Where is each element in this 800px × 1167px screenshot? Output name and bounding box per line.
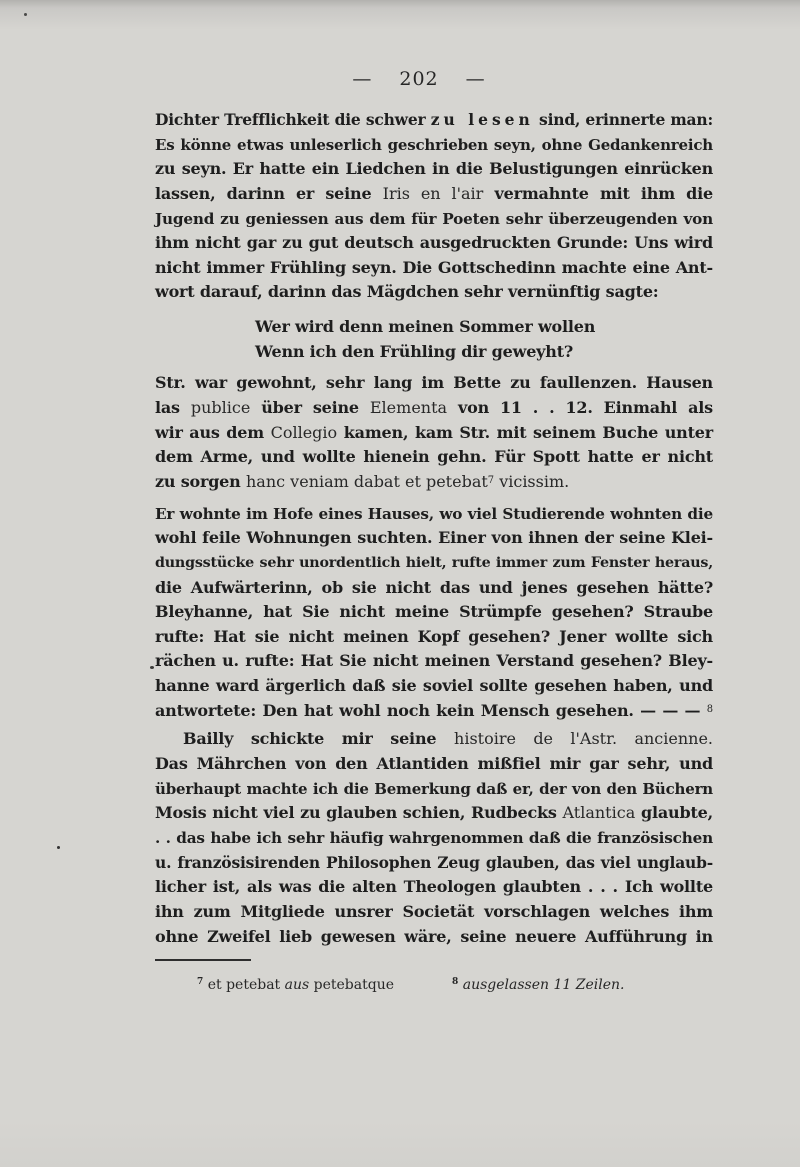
text-segment: histoire de l'Astr. ancienne. <box>454 729 713 749</box>
header-dash-right: — <box>465 68 486 90</box>
text-segment: nicht immer Frühling seyn. Die Gottschedinn machte eine Ant- <box>155 257 713 277</box>
scan-speck <box>57 846 60 849</box>
text-segment: die Aufwärterinn, ob sie nicht das und jenes gesehen hätte? <box>155 577 713 597</box>
text-segment: sind, erinnerte man: <box>533 110 713 129</box>
text-line <box>155 900 713 925</box>
text-line <box>155 207 713 232</box>
paragraph-4 <box>155 727 713 949</box>
text-line <box>155 526 713 551</box>
page-header <box>140 68 698 90</box>
text-segment: wir aus dem <box>155 422 271 442</box>
text-segment: Dichter Trefflichkeit die schwer <box>155 110 431 129</box>
text-line <box>155 551 713 576</box>
text-segment: Elementa <box>369 398 448 418</box>
text-segment: Atlantica <box>562 803 636 823</box>
footnote-8 <box>452 977 624 993</box>
text-line <box>155 470 713 495</box>
text-line <box>155 396 713 421</box>
text-segment: zu lesen <box>430 110 534 129</box>
text-line <box>155 625 713 650</box>
text-segment: über seine <box>250 398 370 418</box>
paragraph-1 <box>155 108 713 305</box>
text-segment: Iris en l'air <box>382 183 484 203</box>
text-line <box>155 576 713 601</box>
text-line <box>255 315 713 340</box>
text-segment: Str. war gewohnt, sehr lang im Bette zu faullenzen. Hausen <box>155 373 713 393</box>
page-number: 202 <box>399 68 439 90</box>
text-block <box>155 108 713 993</box>
text-segment: publice <box>190 398 251 418</box>
text-segment: Bleyhanne, hat Sie nicht meine Strümpfe gesehen? Straube <box>155 602 713 622</box>
scan-speck <box>150 666 154 669</box>
text-segment: . . das habe ich sehr häufig wahrgenommen daß die französischen <box>155 828 713 847</box>
text-segment: hanne ward ärgerlich daß sie soviel sollte gesehen haben, und <box>155 676 713 696</box>
text-line <box>155 256 713 281</box>
text-segment: kamen, kam Str. mit seinem Buche unter <box>337 422 713 442</box>
text-segment: glaubte, <box>635 803 713 823</box>
text-segment: zu sorgen <box>155 471 246 491</box>
text-line <box>155 674 713 699</box>
text-segment: von 11 . . 12. Einmahl als <box>447 398 713 418</box>
text-segment: Mosis nicht viel zu glauben schien, Rudbecks <box>155 803 563 823</box>
text-segment: vermahnte mit ihm die <box>483 183 714 203</box>
text-segment: Jugend zu geniessen aus dem für Poeten sehr überzeugenden von <box>155 209 713 228</box>
text-segment: wohl feile Wohnungen suchten. Einer von ihnen der seine Klei- <box>155 528 713 548</box>
text-line <box>155 826 713 851</box>
text-line <box>155 649 713 674</box>
verse-quote <box>255 315 713 364</box>
footnote-7 <box>197 977 394 993</box>
text-segment: dem Arme, und wollte hienein gehn. Für Spott hatte er nicht <box>155 447 713 467</box>
text-segment: Das Mährchen von den Atlantiden mißfiel mir gar sehr, und <box>155 754 713 774</box>
text-line <box>155 157 713 182</box>
text-segment: lassen, darinn er seine <box>155 183 383 203</box>
text-segment: ausgelassen 11 Zeilen. <box>462 977 625 994</box>
text-segment: licher ist, als was die alten Theologen glaubten . . . Ich wollte <box>155 877 713 897</box>
scan-speck <box>24 13 27 16</box>
text-segment: vicissim. <box>494 471 570 491</box>
text-segment: antwortete: Den hat wohl noch kein Mensch gesehen. — — — <box>155 700 707 720</box>
text-segment: ohne Zweifel lieb gewesen wäre, seine neuere Aufführung in <box>155 926 713 946</box>
text-segment: wort darauf, darinn das Mägdchen sehr vernünftig sagte: <box>155 282 659 302</box>
paragraph-2 <box>155 371 713 494</box>
text-line <box>155 182 713 207</box>
text-line <box>155 752 713 777</box>
text-segment: petebatque <box>309 977 394 994</box>
text-segment: hanc veniam dabat et petebat <box>245 471 488 491</box>
text-segment: u. französisirenden Philosophen Zeug glauben, das viel unglaub- <box>155 852 713 872</box>
text-line <box>255 340 713 365</box>
text-line <box>155 133 713 158</box>
text-segment: las <box>155 398 191 418</box>
text-segment: 8 <box>706 703 713 715</box>
text-segment: Es könne etwas unleserlich geschrieben seyn, ohne Gedankenreich <box>155 135 713 154</box>
text-line <box>155 502 713 527</box>
text-segment: Wenn ich den Frühling dir geweyht? <box>255 341 574 361</box>
text-segment: überhaupt machte ich die Bemerkung daß er, der von den Büchern <box>155 779 713 798</box>
text-segment: Er wohnte im Hofe eines Hauses, wo viel Studierende wohnten die <box>155 504 713 523</box>
text-segment: Bailly schickte mir seine <box>183 729 455 749</box>
text-line <box>155 600 713 625</box>
footnote-marker: 7 <box>197 977 204 988</box>
text-line <box>155 777 713 802</box>
text-line <box>155 925 713 950</box>
text-line <box>155 108 713 133</box>
footnote-separator-rule <box>155 959 251 961</box>
text-segment: Wer wird denn meinen Sommer wollen <box>255 317 596 337</box>
paragraph-3 <box>155 502 713 724</box>
text-line <box>155 445 713 470</box>
text-line <box>155 231 713 256</box>
header-dash-left: — <box>352 68 373 90</box>
text-line <box>155 801 713 826</box>
text-line <box>155 280 713 305</box>
text-line <box>155 851 713 876</box>
text-segment: aus <box>284 977 310 994</box>
text-segment: et petebat <box>207 977 285 994</box>
text-line <box>155 699 713 724</box>
text-segment: 7 <box>487 475 495 487</box>
text-line <box>155 875 713 900</box>
text-segment: zu seyn. Er hatte ein Liedchen in die Belustigungen einrücken <box>155 159 713 179</box>
text-segment: ihm nicht gar zu gut deutsch ausgedruckten Grunde: Uns wird <box>155 233 713 253</box>
text-segment: dungsstücke sehr unordentlich hielt, rufte immer zum Fenster heraus, <box>155 554 713 571</box>
text-segment: Collegio <box>270 422 338 442</box>
footnotes <box>197 977 713 993</box>
text-segment: ihn zum Mitgliede unsrer Societät vorschlagen welches ihm <box>155 901 713 921</box>
text-segment: rächen u. rufte: Hat Sie nicht meinen Verstand gesehen? Bley- <box>155 651 713 671</box>
text-line <box>155 421 713 446</box>
footnote-marker: 8 <box>452 977 459 988</box>
text-line <box>155 727 713 752</box>
text-segment: rufte: Hat sie nicht meinen Kopf gesehen? Jener wollte sich <box>155 626 713 646</box>
text-line <box>155 371 713 396</box>
